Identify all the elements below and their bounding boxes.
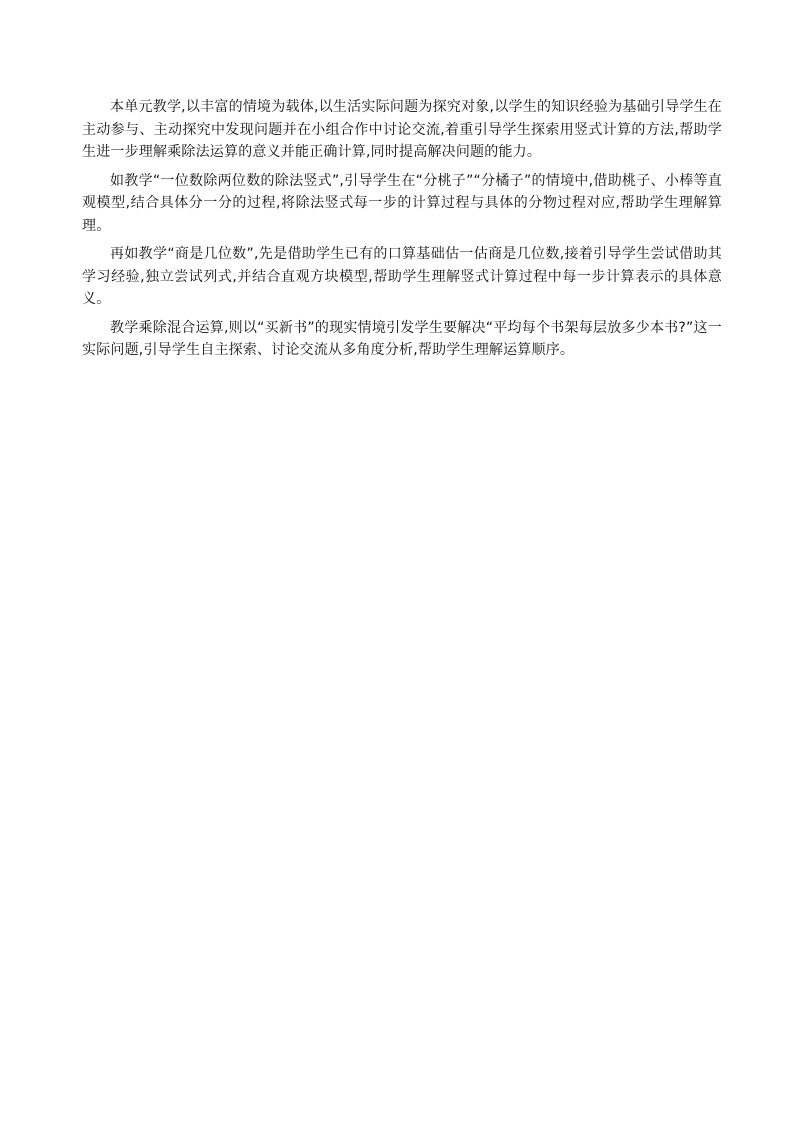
paragraph-3: 再如教学“商是几位数”,先是借助学生已有的口算基础估一估商是几位数,接着引导学生尝试借助其学习经验,独立尝试列式,并结合直观方块模型,帮助学生理解竖式计算过程中每一步计算表示的具体意义。 (82, 246, 722, 307)
paragraph-4: 教学乘除混合运算,则以“买新书”的现实情境引发学生要解决“平均每个书架每层放多少本书?”这一实际问题,引导学生自主探索、讨论交流从多角度分析,帮助学生理解运算顺序。 (82, 319, 722, 358)
paragraph-1: 本单元教学,以丰富的情境为载体,以生活实际问题为探究对象,以学生的知识经验为基础引导学生在主动参与、主动探究中发现问题并在小组合作中讨论交流,着重引导学生探索用竖式计算的方法,帮助学生进一步理解乘除法运算的意义并能正确计算,同时提高解决问题的能力。 (82, 99, 722, 160)
paragraph-2: 如教学“一位数除两位数的除法竖式”,引导学生在“分桃子”“分橘子”的情境中,借助桃子、小棒等直观模型,结合具体分一分的过程,将除法竖式每一步的计算过程与具体的分物过程对应,帮助学生理解算理。 (82, 172, 722, 234)
document-body (82, 96, 722, 368)
